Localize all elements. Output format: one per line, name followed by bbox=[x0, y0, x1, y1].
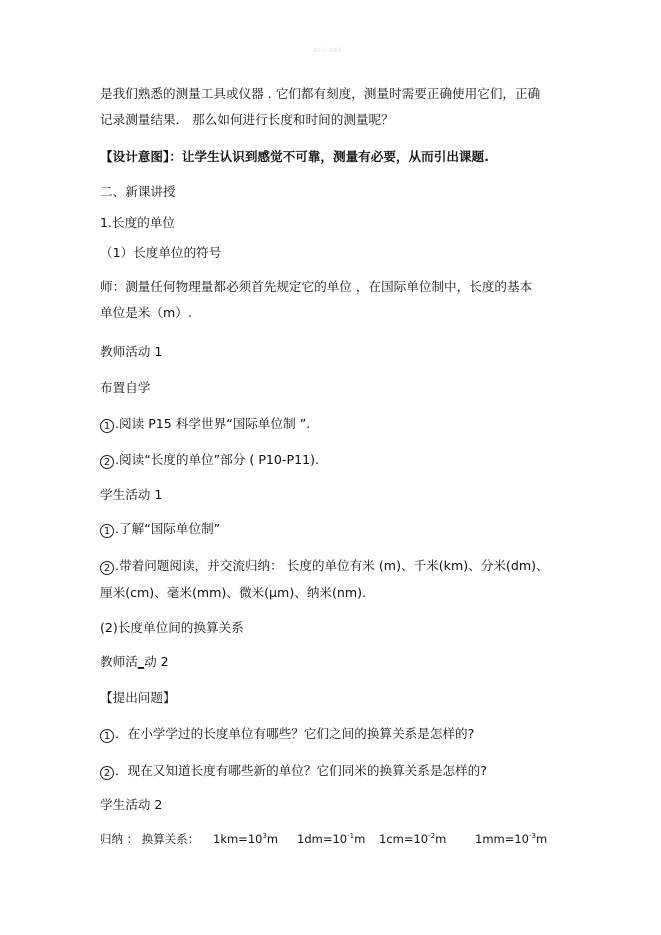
circled-number: 1 bbox=[100, 524, 114, 538]
question-1-text: ．在小学学过的长度单位有哪些？它们之间的换算关系是怎样的? bbox=[115, 726, 475, 741]
teacher-text-line-1: 师：测量任何物理量都必须首先规定它的单位 ，在国际单位制中，长度的基本 bbox=[100, 279, 533, 294]
paragraph-line-2: 记录测量结果． 那么如何进行长度和时间的测量呢？ bbox=[100, 112, 394, 127]
assign-self-study: 布置自学 bbox=[100, 380, 151, 395]
student-activity-2: 学生活动 2 bbox=[100, 797, 163, 812]
teacher-activity-2 bbox=[100, 654, 570, 670]
subsection-unit-symbol: （1）长度单位的符号 bbox=[100, 245, 222, 260]
subsection-unit-conversion: (2)长度单位间的换算关系 bbox=[100, 620, 244, 635]
section-heading-new-lesson: 二、新课讲授 bbox=[100, 184, 176, 199]
question-2 bbox=[100, 763, 570, 780]
conversion-mm: $1mm=10^{-3}m$ bbox=[475, 832, 548, 846]
circled-number: 1 bbox=[100, 729, 114, 743]
understand-item-1 bbox=[100, 521, 570, 538]
question-1 bbox=[100, 726, 570, 743]
circled-number: 2 bbox=[100, 561, 114, 575]
raise-question-heading: 【提出问题】 bbox=[100, 690, 176, 705]
paragraph-line-1: 是我们熟悉的测量工具或仪器 . 它们都有刻度，测量时需要正确使用它们，正确 bbox=[100, 86, 541, 101]
reading-item-1 bbox=[100, 416, 570, 433]
teacher-activity-2-c: 动 2 bbox=[144, 654, 169, 669]
reading-item-2 bbox=[100, 452, 570, 469]
reading-item-1-text: .阅读 P15 科学世界“国际单位制 ”. bbox=[115, 416, 311, 431]
conversion-km: $1km=10^3m$ bbox=[213, 832, 279, 846]
circled-number: 2 bbox=[100, 455, 114, 469]
conversion-cm: $1cm=10^{-2}m$ bbox=[379, 832, 447, 846]
conversion-dm: $1dm=10^{-1}m$ bbox=[297, 832, 366, 846]
teacher-activity-2-b: _ bbox=[137, 654, 145, 669]
understand-item-2 bbox=[100, 558, 570, 575]
circled-number: 2 bbox=[100, 766, 114, 780]
understand-item-1-text: .了解“国际单位制” bbox=[115, 521, 221, 536]
teacher-activity-1: 教师活动 1 bbox=[100, 344, 163, 359]
student-activity-1: 学生活动 1 bbox=[100, 487, 163, 502]
understand-item-2-text: .带着问题阅读，并交流归纳： 长度的单位有米 (m)、千米(km)、分米(dm)、 bbox=[115, 558, 549, 573]
question-2-text: ．现在又知道长度有哪些新的单位？它们同米的换算关系是怎样的? bbox=[115, 763, 487, 778]
teacher-text-line-2: 单位是米（m）. bbox=[100, 305, 192, 320]
conversion-row bbox=[100, 831, 570, 847]
subsection-length-unit: 1.长度的单位 bbox=[100, 215, 175, 230]
reading-item-2-text: .阅读“长度的单位”部分 ( P10-P11). bbox=[115, 452, 320, 467]
circled-number: 1 bbox=[100, 419, 114, 433]
conversion-label: 归纳 ： 换算关系： bbox=[100, 832, 200, 846]
understand-item-2-cont: 厘米(cm)、毫米(mm)、微米(μm)、纳米(nm). bbox=[100, 585, 367, 600]
watermark: 第1页 共8页 bbox=[313, 48, 343, 54]
teacher-activity-2-a: 教师活 bbox=[100, 654, 138, 669]
design-intent: 【设计意图】：让学生认识到感觉不可靠，测量有必要，从而引出课题. bbox=[100, 149, 489, 164]
